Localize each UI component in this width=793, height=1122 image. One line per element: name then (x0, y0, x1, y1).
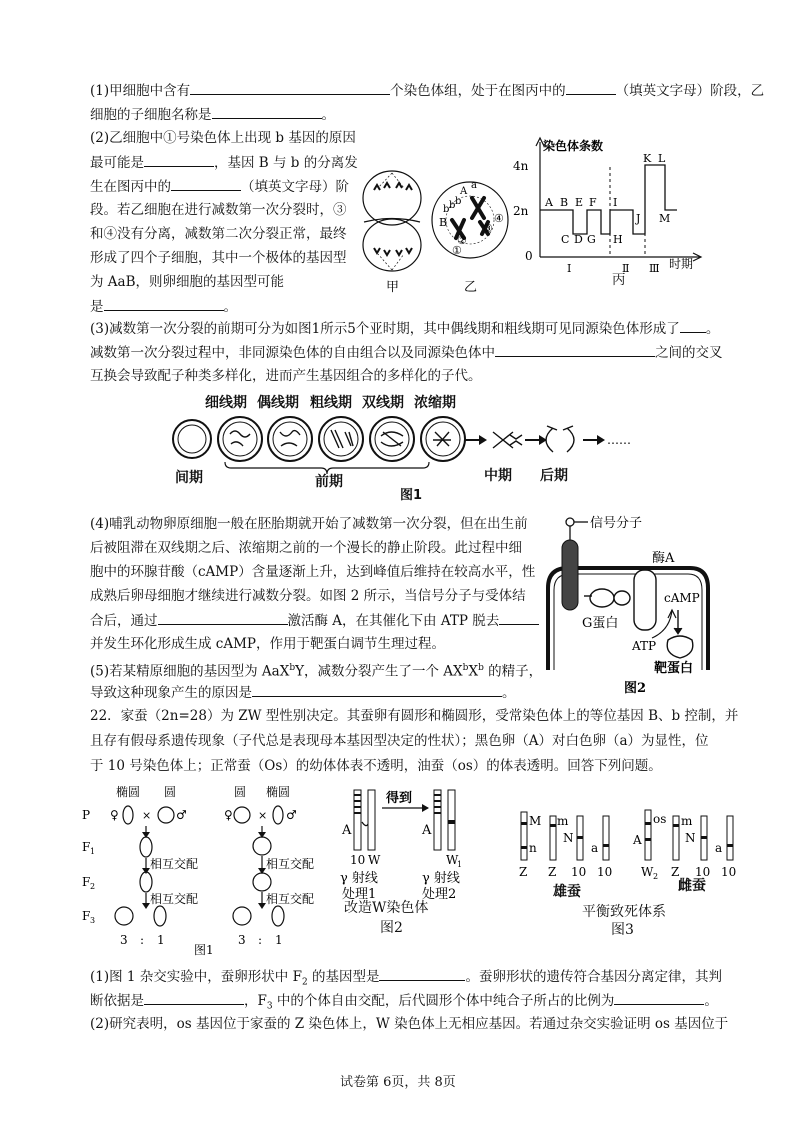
chrom-label: Z (548, 865, 557, 879)
gen-f2: F (82, 875, 91, 889)
label-jia: 甲 (386, 280, 400, 295)
cross-symbol: × (258, 809, 268, 822)
shape-label: 椭圆 (116, 785, 141, 799)
q22-line3: 于 10 号染色体上；正常蚕（Os）的幼体体表不透明，油蚕（os）的体表透明。回答下列问题。 (90, 758, 662, 774)
fig22-1-caption: 图1 (194, 943, 214, 957)
male-label: 雄蚕 (553, 884, 581, 900)
stage-label: 间期 (175, 470, 203, 486)
subscript: 1 (90, 847, 96, 856)
q5-line2: 导致这种现象产生的原因是 。 (90, 682, 516, 703)
answer-blank[interactable] (104, 296, 224, 311)
fig22-2-caption2: 图2 (380, 920, 403, 936)
x-axis-title: 时期 (669, 257, 694, 271)
point-label: J (636, 212, 641, 225)
page-footer: 试卷第 6页，共 8页 (340, 1075, 456, 1090)
fig22-2-caption1: 改造W染色体 (344, 900, 429, 916)
cells-figure (352, 160, 517, 295)
gene-label: m (557, 814, 569, 828)
cross-symbol: × (142, 809, 152, 822)
q22-line2: 且存有假母系遗传现象（子代总是表现母本基因型决定的性状）；黑色卵（A）对白色卵（a）为显性，位 (90, 733, 709, 749)
answer-blank[interactable] (680, 318, 706, 333)
target-protein (667, 636, 693, 658)
number-label: ③ (483, 222, 493, 235)
q3-line1: (3)减数第一次分裂的前期可分为如图1所示5个亚时期，其中偶线期和粗线期可见同源染色体形成了 。 (90, 318, 719, 339)
q2-line2: 最可能是 ，基因 B 与 b 的分离发 (90, 152, 358, 173)
gene-label: N (685, 831, 696, 845)
gene-label: a (715, 841, 723, 855)
ratio-value: 1 (157, 933, 165, 947)
enzyme-a (634, 570, 656, 630)
shape-label: 椭圆 (266, 785, 291, 799)
chrom-label: 10 (350, 853, 366, 867)
y-tick: 2n (513, 204, 529, 218)
gene-label: b (449, 200, 456, 211)
q2-line3: 生在图丙中的 （填英文字母）阶 (90, 176, 349, 197)
point-label: L (658, 152, 666, 165)
gene-label: b (443, 204, 450, 215)
enzyme-label: 酶A (652, 551, 675, 566)
q22-1-line1: (1)图 1 杂交实验中，蚕卵形状中 $F_2$ 的基因型是 。蚕卵形状的遗传符合基因分离定律，其判 (90, 966, 722, 993)
fig1-caption: 图1 (400, 488, 423, 503)
g-protein (590, 589, 614, 607)
q5-line1: (5)若某精原细胞的基因型为 AaX$^b$Y，减数分裂产生了一个 $AX^bX^b$ 的精子， (90, 663, 543, 680)
chrom-label: W (641, 865, 654, 879)
point-label: K (643, 152, 652, 165)
gene-label: A (633, 833, 642, 847)
stage-label: 细线期 (205, 395, 247, 411)
female-label: 雌蚕 (678, 878, 706, 894)
stage-label: 浓缩期 (414, 395, 456, 411)
answer-blank[interactable] (171, 176, 241, 191)
subscript: 3 (90, 916, 96, 925)
ratio-sep: : (258, 933, 263, 947)
answer-blank[interactable] (144, 152, 214, 167)
chrom-label: 10 (721, 865, 737, 879)
treatment-label: γ 射线 (422, 871, 460, 886)
point-label: D (574, 233, 583, 246)
treatment-label: 处理2 (422, 887, 457, 902)
q2-line5: 和④没有分离，减数第二次分裂正常，最终 (90, 226, 347, 242)
chrom-label: 10 (571, 865, 587, 879)
q4-line4: 成熟后卵母细胞才继续进行减数分裂。如图 2 所示，当信号分子与受体结 (90, 588, 526, 604)
answer-blank[interactable] (190, 80, 390, 95)
answer-blank[interactable] (252, 682, 502, 697)
point-label: E (575, 196, 584, 209)
stage-label: 双线期 (362, 395, 404, 411)
chrom-label: 10 (695, 865, 711, 879)
point-label: F (589, 196, 597, 209)
chromosome-count-chart (505, 132, 710, 292)
gene-label: B (439, 216, 448, 229)
mating-label: 相互交配 (150, 857, 199, 871)
answer-blank[interactable] (614, 990, 704, 1005)
signal-pathway-figure (540, 510, 715, 695)
gene-label: M (529, 814, 542, 828)
stage-label: 偶线期 (257, 395, 299, 411)
atp-label: ATP (632, 639, 657, 653)
answer-blank[interactable] (379, 966, 465, 981)
q4-line1: (4)哺乳动物卵原细胞一般在胚胎期就开始了减数第一次分裂，但在出生前 (90, 516, 528, 532)
y-axis-title: 染色体条数 (543, 139, 604, 153)
phase-label: Ⅲ (649, 262, 660, 275)
gene-label: a (471, 180, 477, 191)
gene-label: A (342, 823, 352, 838)
q22-1-line2: 断依据是 ，$F_3$ 中的个体自由交配，后代圆形个体中纯合子所占的比例为 。 (90, 990, 718, 1017)
chrom-label: W (368, 853, 381, 867)
ratio-sep: : (140, 933, 145, 947)
label-yi: 乙 (464, 280, 478, 295)
answer-blank[interactable] (144, 990, 244, 1005)
stage-label: 前期 (315, 474, 343, 490)
g-protein-label: G蛋白 (582, 616, 619, 631)
gene-label: os (653, 812, 667, 826)
y-tick: 4n (513, 159, 529, 173)
fig2-caption: 图2 (624, 681, 647, 695)
female-symbol: ♀ (224, 808, 233, 822)
q22-2-line1: (2)研究表明，os 基因位于家蚕的 Z 染色体上，W 染色体上无相应基因。若通过杂交实验证明 os 基因位于 (90, 1016, 729, 1032)
fig22-3-caption2: 图3 (611, 922, 634, 938)
balanced-lethal-figure (505, 808, 745, 888)
gene-label: N (563, 831, 574, 845)
stage-label: 粗线期 (310, 395, 352, 411)
gene-label: A (460, 186, 468, 197)
point-label: B (560, 196, 569, 209)
ratio-value: 3 (238, 933, 246, 947)
gene-label: b (455, 196, 462, 207)
number-label: ④ (494, 212, 504, 225)
receptor (562, 540, 578, 610)
female-symbol: ♀ (110, 808, 119, 822)
answer-blank[interactable] (566, 80, 616, 95)
shape-label: 圆 (164, 785, 177, 799)
q2-line8: 是 。 (90, 296, 237, 317)
point-label: G (587, 233, 596, 246)
target-protein-label: 靶蛋白 (654, 661, 694, 676)
y-tick: 0 (525, 249, 533, 263)
stage-label: 中期 (484, 468, 512, 484)
q2-line7: 为 AaB，则卵细胞的基因型可能 (90, 274, 285, 290)
q4-line6: 并发生环化形成生成 cAMP，作用于靶蛋白调节生理过程。 (90, 636, 446, 652)
signal-molecule-label: 信号分子 (590, 516, 643, 531)
ratio-value: 3 (120, 933, 128, 947)
camp-label: cAMP (664, 591, 700, 605)
answer-blank[interactable] (499, 610, 539, 625)
q1-line1: (1)甲细胞中含有 个染色体组，处于在图丙中的 （填英文字母）阶段，乙 (90, 80, 764, 101)
ratio-value: 1 (275, 933, 283, 947)
point-label: M (659, 212, 671, 225)
chrom-label: Z (519, 865, 528, 879)
male-symbol: ♂ (286, 808, 297, 822)
q4-line5: 合后，通过 激活酶 A，在其催化下由 ATP 脱去 (90, 610, 539, 631)
gene-label: A (422, 823, 432, 838)
chrom-label: 10 (597, 865, 613, 879)
gene-label: a (591, 841, 599, 855)
gene-label: n (529, 841, 537, 855)
treatment-label: 处理1 (342, 887, 377, 902)
number-label: ② (457, 234, 467, 247)
mating-label: 相互交配 (150, 892, 199, 906)
subscript: 2 (90, 882, 96, 891)
q2-line6: 形成了四个子细胞，其中一个极体的基因型 (90, 250, 347, 266)
q4-line3: 胞中的环腺苷酸（cAMP）含量逐渐上升，达到峰值后维持在较高水平，性 (90, 564, 536, 580)
q3-line3: 互换会导致配子种类多样化，进而产生基因组合的多样化的子代。 (90, 368, 482, 384)
arrow-label: 得到 (386, 791, 413, 806)
q22-line1: 22．家蚕（2n=28）为 ZW 型性别决定。其蚕卵有圆形和椭圆形，受常染色体上的等位基因 B、b 控制，并 (90, 708, 739, 724)
stage-label: 后期 (540, 468, 568, 484)
answer-blank[interactable] (212, 104, 322, 119)
gen-f3: F (82, 909, 91, 923)
gen-p: P (82, 808, 91, 822)
gen-f1: F (82, 840, 91, 854)
chrom-label: W (446, 853, 459, 867)
subscript: 1 (457, 860, 463, 869)
ellipsis: …… (607, 433, 631, 447)
point-label: A (545, 196, 553, 209)
phase-label: Ⅰ (567, 262, 572, 275)
subscript: 2 (653, 872, 659, 881)
mating-label: 相互交配 (266, 892, 315, 906)
chrom-label: Z (671, 865, 680, 879)
point-label: H (613, 233, 623, 246)
q1-line2: 细胞的子细胞名称是 。 (90, 104, 335, 125)
phase-label: Ⅱ (622, 262, 630, 275)
point-label: I (613, 196, 618, 209)
q4-line2: 后被阻滞在双线期之后、浓缩期之前的一个漫长的静止阶段。此过程中细 (90, 540, 522, 556)
number-label: ① (452, 244, 462, 257)
label-bing-text: 丙 (612, 272, 626, 288)
fig22-3-caption1: 平衡致死体系 (582, 904, 666, 920)
answer-blank[interactable] (158, 610, 288, 625)
meiosis-stages-figure (165, 414, 635, 474)
w-chromosome-figure (338, 784, 488, 914)
cross-diagram-figure (80, 782, 320, 957)
q2-line1: (2)乙细胞中①号染色体上出现 b 基因的原因 (90, 130, 356, 146)
answer-blank[interactable] (495, 342, 655, 357)
q3-line2: 减数第一次分裂过程中，非同源染色体的自由组合以及同源染色体中 之间的交叉 (90, 342, 723, 363)
gene-label: m (681, 814, 693, 828)
shape-label: 圆 (234, 785, 247, 799)
mating-label: 相互交配 (266, 857, 315, 871)
cell-jia (363, 171, 421, 271)
q2-line4: 段。若乙细胞在进行减数第一次分裂时，③ (90, 202, 347, 218)
treatment-label: γ 射线 (340, 871, 378, 886)
male-symbol: ♂ (176, 808, 187, 822)
point-label: C (561, 233, 570, 246)
